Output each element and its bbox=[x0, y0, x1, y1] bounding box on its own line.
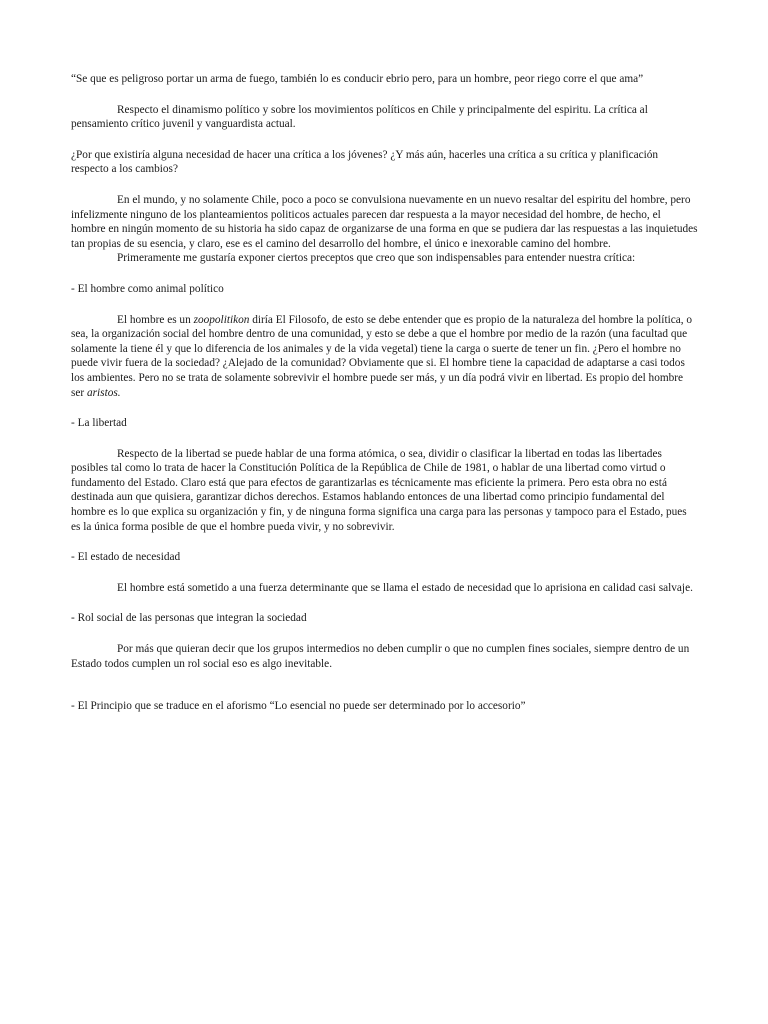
intro-paragraph: Respecto el dinamismo político y sobre los movimientos políticos en Chile y principalmente del espiritu. La crítica al pensamiento crítico juvenil y vanguardista actual. bbox=[71, 103, 648, 131]
heading-freedom: - La libertad bbox=[71, 417, 127, 430]
social-role-paragraph: Por más que quieran decir que los grupos intermedios no deben cumplir o que no cumplen fines sociales, siempre dentro de un Estado todos cumplen un rol social eso es algo inevitable. bbox=[71, 643, 690, 670]
heading-social-role: - Rol social de las personas que integran la sociedad bbox=[71, 612, 307, 625]
term-zoopolitikon: zoopolitikon bbox=[193, 313, 250, 326]
heading-necessity: - El estado de necesidad bbox=[71, 551, 181, 564]
question-paragraph: ¿Por que existiría alguna necesidad de hacer una crítica a los jóvenes? ¿Y más aún, hacerles una crítica a su crítica y planificación respecto a los cambios? bbox=[71, 148, 659, 176]
political-animal-text-b: diría El Filosofo, de esto se debe entender que es propio de la naturaleza del hombre la política, o sea, la organización social del hombre dentro de una comunidad, y esto se debe a que el hombre por medio de la razón (una facultad que solamente la tiene él y que lo diferencia de los animales y de la vida vegetal) tiene la carga o suerte de tener un fin. ¿Pero el hombre no puede vivir fuera de la sociedad? ¿Alejado de la comunidad? Obviamente que si. El hombre tiene la capacidad de adaptarse a casi todos los ambientes. Pero no se trata de solamente sobrevivir el hombre puede ser más, y un día podrá vivir en libertad. Es propio del hombre ser bbox=[71, 313, 693, 399]
necessity-paragraph: El hombre está sometido a una fuerza determinante que se llama el estado de necesidad que lo aprisiona en calidad casi salvaje. bbox=[117, 581, 693, 594]
world-paragraph: En el mundo, y no solamente Chile, poco a poco se convulsiona nuevamente en un nuevo resaltar del espiritu del hombre, pero infelizmente ninguno de los planteamientos politicos actuales parecen dar respuesta a la mayor necesidad del hombre, de hecho, el hombre en ningún momento de su historia ha sido capaz de organizarse de una forma en que se pudiera dar las respuestas a las inquietudes tan propias de su esencia, y claro, ese es el camino del desarrollo del hombre, el único e inexorable camino del hombre. bbox=[71, 193, 698, 250]
precepts-paragraph: Primeramente me gustaría exponer ciertos preceptos que creo que son indispensables para entender nuestra crítica: bbox=[117, 252, 636, 265]
term-aristos: aristos. bbox=[87, 386, 121, 399]
political-animal-text-a: El hombre es un bbox=[117, 313, 194, 326]
opening-quote: “Se que es peligroso portar un arma de fuego, también lo es conducir ebrio pero, para un hombre, peor riego corre el que ama” bbox=[71, 73, 644, 85]
heading-principle: - El Principio que se traduce en el aforismo “Lo esencial no puede ser determinado por lo accesorio” bbox=[71, 700, 526, 713]
political-animal-paragraph bbox=[71, 313, 698, 401]
freedom-paragraph: Respecto de la libertad se puede hablar de una forma atómica, o sea, dividir o clasificar la libertad en todas las libertades posibles tal como lo trata de hacer la Constitución Política de la República de Chile de 1981, o hablar de una libertad como virtud o fundamento del Estado. Claro está que para efectos de garantizarlas es técnicamente mas eficiente la primera. Pero esta obra no está destinada aun que quisiera, garantizar dichos derechos. Estamos hablando entonces de una libertad como principio fundamental del hombre es lo que explica su organización y fin, y de ninguna forma significa una carga para las personas y tampoco para el Estado, pues es la única forma posible de que el hombre pueda vivir, y no sobrevivir. bbox=[71, 447, 687, 533]
heading-political-animal: - El hombre como animal político bbox=[71, 282, 224, 295]
